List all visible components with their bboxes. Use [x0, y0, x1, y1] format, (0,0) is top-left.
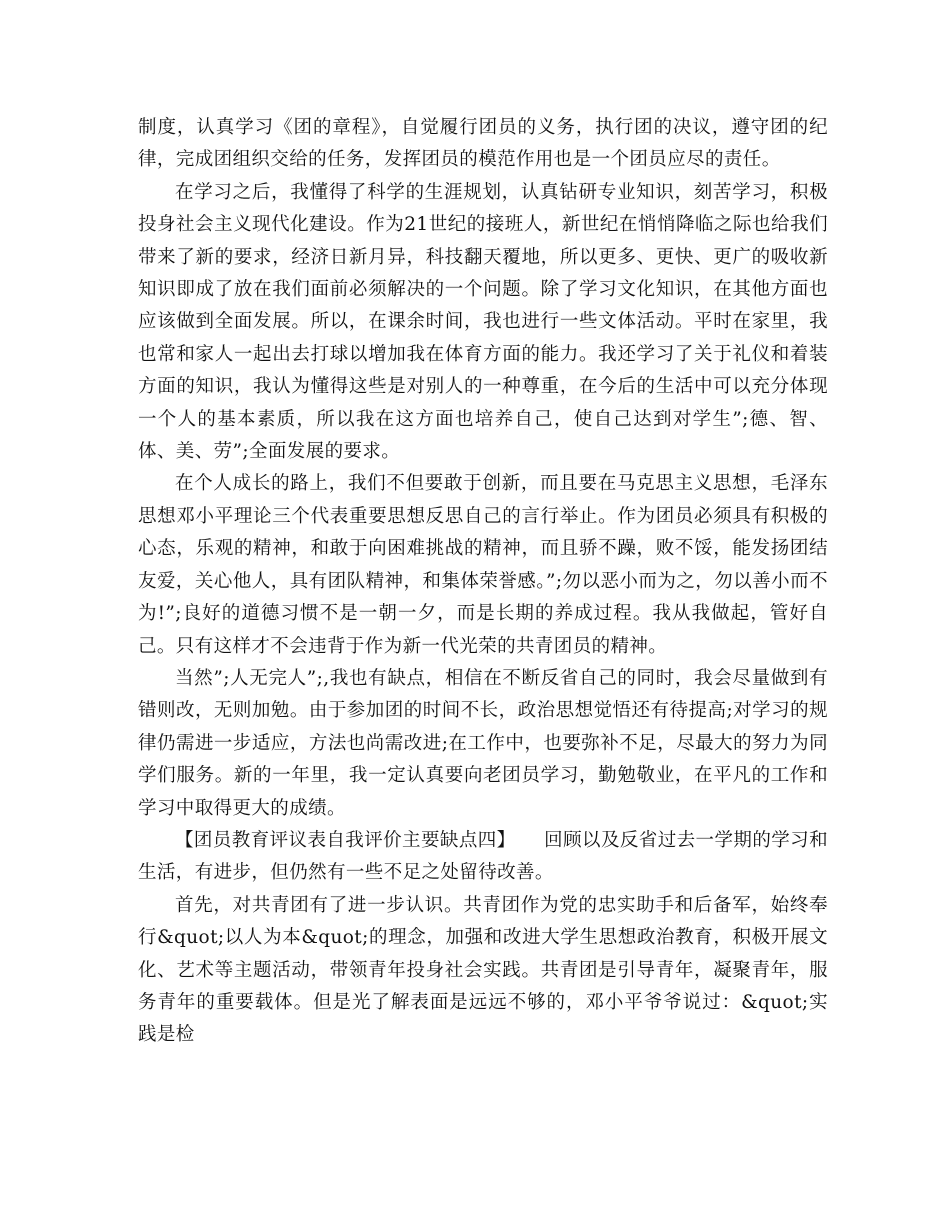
paragraph-section-four: 【团员教育评议表自我评价主要缺点四】 回顾以及反省过去一学期的学习和生活，有进步，但仍然有一些不足之处留待改善。: [138, 829, 828, 884]
paragraph-continuation: 制度，认真学习《团的章程》，自觉履行团员的义务，执行团的决议，遵守团的纪律，完成团组织交给的任务，发挥团员的模范作用也是一个团员应尽的责任。: [138, 117, 828, 171]
paragraph-personal-growth: 在个人成长的路上，我们不但要敢于创新，而且要在马克思主义思想，毛泽东思想邓小平理论三个代表重要思想反思自己的言行举止。作为团员必须具有积极的心态，乐观的精神，和敢于向困难挑战的精神，而且骄不躁，败不馁，能发扬团结友爱，关心他人，具有团队精神，和集体荣誉感。”;勿以恶小而为之，勿以善小而不为!”;良好的道德习惯不是一朝一夕，而是长期的养成过程。我从我做起，管好自己。只有这样才不会违背于作为新一代光荣的共青团员的精神。: [138, 473, 828, 657]
paragraph-shortcomings: 当然”;人无完人”;,我也有缺点，相信在不断反省自己的同时，我会尽量做到有错则改，无则加勉。由于参加团的时间不长，政治思想觉悟还有待提高;对学习的规律仍需进一步适应，方法也尚需改进;在工作中，也要弥补不足，尽最大的努力为同学们服务。新的一年里，我一定认真要向老团员学习，勤勉敬业，在平凡的工作和学习中取得更大的成绩。: [138, 667, 828, 819]
paragraph-league-understanding: 首先，对共青团有了进一步认识。共青团作为党的忠实助手和后备军，始终奉行&quot;以人为本&quot;的理念，加强和改进大学生思想政治教育，积极开展文化、艺术等主题活动，带领青年投身社会实践。共青团是引导青年，凝聚青年，服务青年的重要载体。但是光了解表面是远远不够的，邓小平爷爷说过：&quot;实践是检: [138, 894, 828, 1046]
paragraph-study-planning: 在学习之后，我懂得了科学的生涯规划，认真钻研专业知识，刻苦学习，积极投身社会主义现代化建设。作为21世纪的接班人，新世纪在悄悄降临之际也给我们带来了新的要求，经济日新月异，科技翻天覆地，所以更多、更快、更广的吸收新知识即成了放在我们面前必须解决的一个问题。除了学习文化知识，在其他方面也应该做到全面发展。所以，在课余时间，我也进行一些文体活动。平时在家里，我也常和家人一起出去打球以增加我在体育方面的能力。我还学习了关于礼仪和着装方面的知识，我认为懂得这些是对别人的一种尊重，在今后的生活中可以充分体现一个人的基本素质，所以我在这方面也培养自己，使自己达到对学生”;德、智、体、美、劳”;全面发展的要求。: [138, 181, 828, 463]
document-body: [138, 112, 828, 1052]
